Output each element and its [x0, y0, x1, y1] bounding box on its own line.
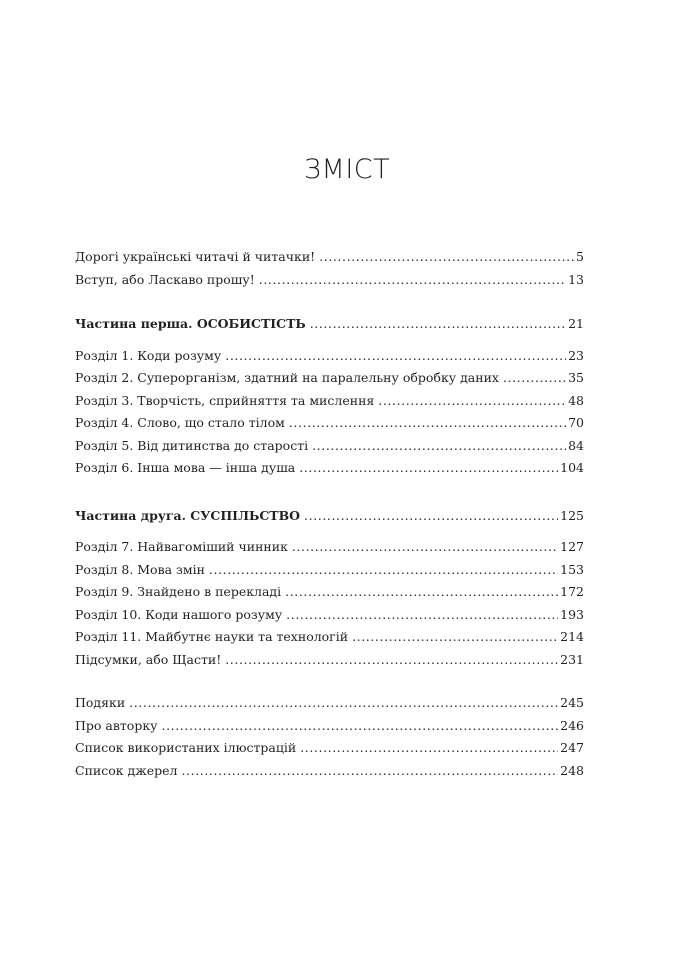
toc-entry-label: Розділ 2. Суперорганізм, здатний на паралельну обробку даних: [75, 370, 499, 385]
toc-entry-page: 104: [560, 460, 584, 475]
dot-leader: [310, 313, 566, 336]
toc-entry[interactable]: [75, 457, 584, 480]
toc-entry-page: 214: [560, 629, 584, 644]
toc-entry-page: 153: [560, 561, 584, 577]
toc-entry-page: 125: [560, 507, 584, 523]
toc-entry[interactable]: [75, 559, 584, 582]
toc-entry-label: Розділ 6. Інша мова — інша душа: [75, 460, 296, 475]
toc-entry[interactable]: [75, 390, 584, 413]
dot-leader: [162, 715, 559, 738]
toc-entry[interactable]: [75, 760, 584, 783]
toc-entry-page: 13: [568, 271, 584, 287]
dot-leader: [352, 626, 558, 649]
toc-entry[interactable]: [75, 715, 584, 738]
toc-entry-page: 21: [568, 316, 584, 331]
dot-leader: [225, 345, 566, 368]
toc-entry-page: 245: [560, 695, 584, 710]
toc-group: [75, 246, 584, 291]
toc-entry[interactable]: [75, 626, 584, 649]
toc-part-heading[interactable]: [75, 505, 584, 528]
toc-entry-page: 84: [568, 437, 584, 453]
toc-entry-label: Розділ 10. Коди нашого розуму: [75, 606, 283, 622]
toc-entry-label: Список джерел: [75, 762, 178, 778]
toc-entry-label: Розділ 8. Мова змін: [75, 561, 205, 577]
toc-entry-page: 70: [568, 415, 584, 430]
toc-entry-label: Про авторку: [75, 717, 158, 733]
toc-entry-label: Розділ 9. Знайдено в перекладі: [75, 584, 282, 599]
toc-entry[interactable]: [75, 435, 584, 458]
toc-entry-label: Розділ 11. Майбутнє науки та технологій: [75, 629, 349, 644]
dot-leader: [378, 390, 566, 413]
toc-entry-label: Розділ 5. Від дитинства до старості: [75, 437, 309, 453]
toc-group: [75, 313, 584, 336]
dot-leader: [299, 457, 558, 480]
toc-entry-page: 5: [576, 249, 584, 264]
toc-entry[interactable]: [75, 367, 584, 390]
toc-group: [75, 692, 584, 782]
page-title: ЗМІСТ: [303, 154, 391, 185]
toc-group: [75, 345, 584, 480]
toc-entry[interactable]: [75, 737, 584, 760]
toc-entry[interactable]: [75, 269, 584, 292]
dot-leader: [312, 435, 566, 458]
toc-entry-page: 231: [560, 651, 584, 667]
toc-entry-page: 127: [560, 539, 584, 554]
toc-entry-page: 247: [560, 740, 584, 755]
table-of-contents: [75, 246, 584, 782]
toc-entry[interactable]: [75, 345, 584, 368]
dot-leader: [285, 581, 558, 604]
toc-entry-label: Список використаних ілюстрацій: [75, 740, 297, 755]
toc-entry-page: 248: [560, 762, 584, 778]
dot-leader: [292, 536, 558, 559]
dot-leader: [181, 760, 558, 783]
dot-leader: [259, 269, 566, 292]
dot-leader: [225, 649, 558, 672]
toc-entry[interactable]: [75, 692, 584, 715]
toc-entry-page: 193: [560, 606, 584, 622]
dot-leader: [304, 505, 558, 528]
toc-entry[interactable]: [75, 246, 584, 269]
toc-entry-page: 23: [568, 347, 584, 363]
toc-entry-label: Дорогі українські читачі й читачки!: [75, 249, 316, 264]
dot-leader: [300, 737, 558, 760]
toc-entry-label: Частина друга. СУСПІЛЬСТВО: [75, 507, 301, 523]
toc-entry-label: Частина перша. ОСОБИСТІСТЬ: [75, 316, 306, 331]
toc-entry-page: 172: [560, 584, 584, 599]
toc-entry-label: Розділ 3. Творчість, сприйняття та мислення: [75, 392, 375, 408]
toc-entry-page: 48: [568, 392, 584, 408]
toc-entry-label: Підсумки, або Щасти!: [75, 651, 222, 667]
toc-group: [75, 505, 584, 528]
dot-leader: [503, 367, 566, 390]
dot-leader: [319, 246, 574, 269]
toc-entry[interactable]: [75, 649, 584, 672]
toc-entry[interactable]: [75, 536, 584, 559]
toc-entry-label: Розділ 4. Слово, що стало тілом: [75, 415, 285, 430]
dot-leader: [129, 692, 558, 715]
toc-group: [75, 536, 584, 671]
toc-entry[interactable]: [75, 412, 584, 435]
toc-entry[interactable]: [75, 604, 584, 627]
toc-entry[interactable]: [75, 581, 584, 604]
toc-entry-label: Подяки: [75, 695, 126, 710]
dot-leader: [289, 412, 566, 435]
toc-entry-page: 35: [568, 370, 584, 385]
toc-entry-label: Розділ 1. Коди розуму: [75, 347, 222, 363]
toc-entry-label: Розділ 7. Найвагоміший чинник: [75, 539, 288, 554]
toc-part-heading[interactable]: [75, 313, 584, 336]
toc-entry-page: 246: [560, 717, 584, 733]
dot-leader: [209, 559, 558, 582]
toc-entry-label: Вступ, або Ласкаво прошу!: [75, 271, 255, 287]
dot-leader: [286, 604, 558, 627]
